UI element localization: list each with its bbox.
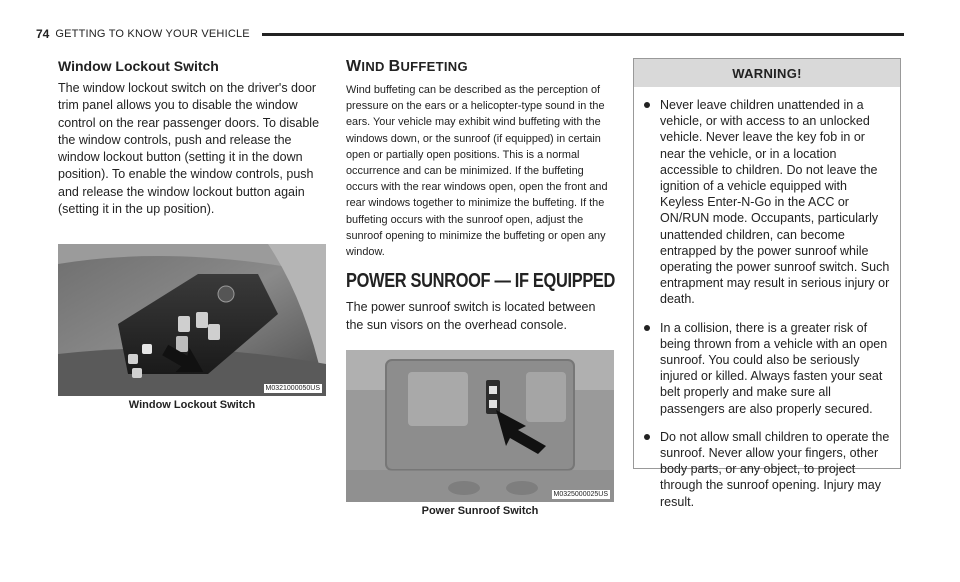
list-item: In a collision, there is a greater risk of being thrown from a vehicle with an open sunroof. You could also be seriously injured or killed. Always fasten your seat belt properly and make sure all passengers are also properly secured.: [644, 320, 892, 417]
power-sunroof-body: The power sunroof switch is located between the sun visors on the overhead console.: [346, 300, 596, 332]
warning-list: [634, 87, 900, 510]
bullet-icon: [644, 325, 650, 331]
wind-buffeting-section: [346, 52, 614, 517]
sunroof-photo: [346, 350, 614, 502]
page-number: 74: [36, 27, 50, 41]
photo-code: M0321000050US: [265, 385, 320, 393]
wind-buffeting-heading: WIND BUFFETING: [346, 58, 468, 75]
power-sunroof-heading: POWER SUNROOF — IF EQUIPPED: [346, 270, 616, 293]
door-panel-illustration: [58, 244, 326, 396]
list-item: Never leave children unattended in a vehicle, or with access to an unlocked vehicle. Never leave the key fob in or near the vehicle, or in a location accessible to children. Do not leave the ignition of a vehicle equipped with Keyless Enter-N-Go in the ACC or ON/RUN mode. Occupants, particularly unattended children, can become entrapped by the power sunroof while operating the power sunroof switch. Such entrapment may result in serious injury or death.: [644, 97, 892, 308]
window-lockout-heading: Window Lockout Switch: [58, 58, 219, 74]
photo-code: M0325000025US: [553, 490, 608, 498]
header-rule: [262, 33, 904, 36]
photo-caption: Window Lockout Switch: [128, 399, 256, 412]
window-lockout-photo: [58, 244, 326, 396]
wind-buffeting-body: Wind buffeting can be described as the perception of pressure on the ears or a helicopter-type sound in the ears. Your vehicle may exhibit wind buffeting with the windows down, or the sunroof (if equipped) in certain open or partially open positions. This is a normal occurrence and can be minimized. If the buffeting occurs with the rear windows open, open the front and rear windows together to minimize the buffeting. If the buffeting occurs with the sunroof open, adjust the sunroof opening to minimize the buffeting or open any window.: [346, 84, 608, 259]
window-lockout-section: [58, 52, 326, 411]
list-item: Do not allow small children to operate the sunroof. Never allow your fingers, other body parts, or any object, to project through the sunroof opening. Injury may result.: [644, 429, 892, 510]
section-title: GETTING TO KNOW YOUR VEHICLE: [55, 28, 250, 40]
overhead-console-illustration: [346, 350, 614, 502]
bullet-icon: [644, 102, 650, 108]
bullet-icon: [644, 434, 650, 440]
photo-caption: Power Sunroof Switch: [421, 504, 539, 517]
warning-box: [633, 58, 901, 509]
page-header: [36, 24, 904, 44]
window-lockout-body: The window lockout switch on the driver's door trim panel allows you to disable the window control on the rear passenger doors. To disable the window controls, push and release the window lockout button (setting it in the down position). To enable the window controls, push and release the window lockout button again (setting it in the up position).: [58, 81, 320, 217]
warning-title: WARNING!: [634, 59, 900, 87]
